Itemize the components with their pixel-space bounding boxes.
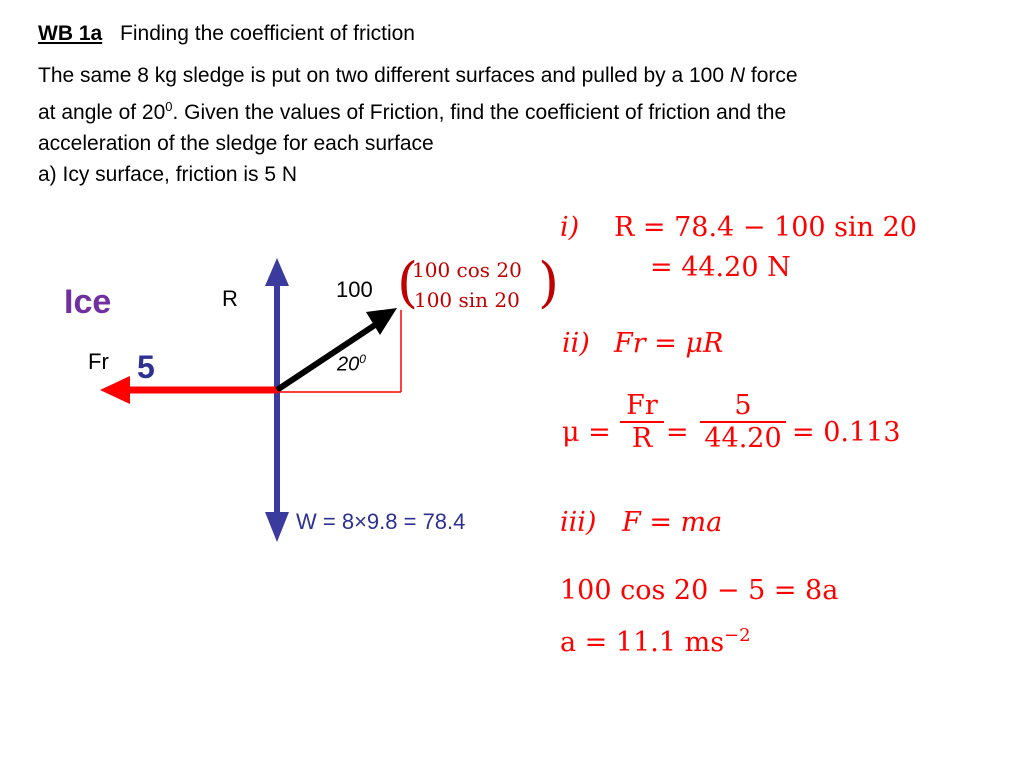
- angle-label: $20^0$: [337, 352, 366, 376]
- component-left-paren: (: [397, 251, 419, 314]
- weight-arrowhead: [265, 512, 289, 542]
- friction-value: 5: [137, 349, 155, 385]
- part-iii-equation: F = ma: [622, 507, 723, 538]
- equals-sign: =: [666, 417, 689, 448]
- friction-arrowhead: [100, 376, 130, 404]
- problem-line-1: The same 8 kg sledge is put on two different surfaces and pulled by a 100 N force: [38, 64, 798, 87]
- part-iii-label: iii): [560, 507, 597, 538]
- weight-label: W = 8×9.8 = 78.4: [296, 509, 466, 534]
- fraction-2-numerator: 5: [734, 390, 752, 421]
- vertical-component: 100 sin 20: [413, 288, 520, 312]
- part-i-line-2: = 44.20 N: [650, 252, 791, 283]
- slide-title: Finding the coefficient of friction: [120, 22, 415, 45]
- mu-lhs: μ =: [562, 417, 611, 448]
- horizontal-component: 100 cos 20: [412, 258, 522, 282]
- fraction-1-numerator: Fr: [626, 390, 658, 421]
- problem-line-3: acceleration of the sledge for each surface: [38, 132, 434, 155]
- component-right-paren: ): [538, 251, 560, 314]
- force-components: [412, 255, 522, 315]
- friction-label: Fr: [88, 349, 109, 374]
- part-i-label: i): [560, 212, 580, 243]
- newton-equation: 100 cos 20 − 5 = 8a: [560, 575, 839, 606]
- fraction-2-denominator: 44.20: [700, 421, 786, 454]
- acceleration-result: a = 11.1 $ms^{-2}$: [560, 625, 751, 658]
- reaction-label: R: [222, 286, 238, 311]
- part-ii-equation: Fr = μR: [614, 328, 724, 359]
- fraction-5-over-4420: [700, 390, 786, 454]
- part-ii-label: ii): [562, 328, 590, 359]
- fraction-1-denominator: R: [620, 421, 664, 454]
- problem-line-2: at angle of $20^0$. Given the values of Friction, find the coefficient of friction and the: [38, 99, 787, 124]
- applied-force-label: 100: [336, 277, 373, 302]
- fraction-fr-over-r: [620, 390, 664, 454]
- surface-label: Ice: [64, 283, 112, 321]
- worked-example-code: WB 1a: [38, 22, 103, 45]
- problem-line-4: a) Icy surface, friction is 5 N: [38, 163, 298, 186]
- reaction-arrowhead: [265, 258, 289, 286]
- mu-result: = 0.113: [792, 417, 901, 448]
- part-i-line-1: R = 78.4 − 100 sin 20: [614, 212, 917, 243]
